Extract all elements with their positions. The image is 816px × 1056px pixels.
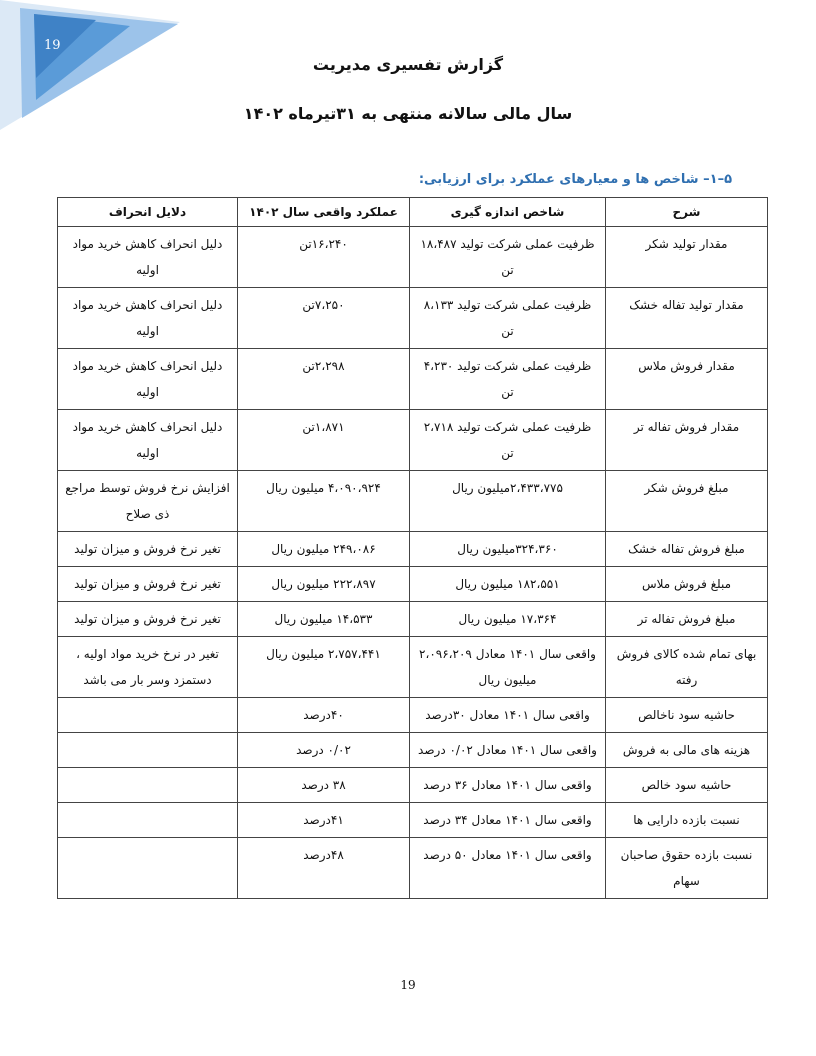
cell-measure: ۱۷،۳۶۴ میلیون ریال (410, 602, 606, 637)
cell-measure: واقعی سال ۱۴۰۱ معادل ۳۶ درصد (410, 768, 606, 803)
table-row (58, 410, 768, 471)
cell-actual: ۷،۲۵۰تن (238, 288, 410, 349)
table-header-row (58, 198, 768, 227)
cell-actual: ۱۶،۲۴۰تن (238, 227, 410, 288)
cell-actual: ۲۴۹،۰۸۶ میلیون ریال (238, 532, 410, 567)
cell-description: مبلغ فروش تفاله تر (606, 602, 768, 637)
table-row (58, 227, 768, 288)
cell-measure: واقعی سال ۱۴۰۱ معادل ۰/۰۲ درصد (410, 733, 606, 768)
cell-description: مقدار تولید شکر (606, 227, 768, 288)
header-reasons: دلایل انحراف (58, 198, 238, 227)
cell-actual: ۴۱درصد (238, 803, 410, 838)
table-row (58, 698, 768, 733)
performance-table (57, 197, 768, 899)
cell-measure: ظرفیت عملی شرکت تولید ۴،۲۳۰ تن (410, 349, 606, 410)
page-number: 19 (400, 978, 416, 992)
cell-description: مبلغ فروش تفاله خشک (606, 532, 768, 567)
table-row (58, 471, 768, 532)
cell-reasons (58, 838, 238, 899)
table-row (58, 733, 768, 768)
cell-description: حاشیه سود ناخالص (606, 698, 768, 733)
cell-measure: ۲،۴۳۳،۷۷۵میلیون ریال (410, 471, 606, 532)
cell-reasons: دلیل انحراف کاهش خرید مواد اولیه (58, 288, 238, 349)
header-description: شرح (606, 198, 768, 227)
table-row (58, 803, 768, 838)
cell-reasons (58, 733, 238, 768)
cell-description: مقدار فروش ملاس (606, 349, 768, 410)
cell-reasons: تغیر نرخ فروش و میزان تولید (58, 602, 238, 637)
cell-description: نسبت بازده حقوق صاحبان سهام (606, 838, 768, 899)
header-measure: شاخص اندازه گیری (410, 198, 606, 227)
table-row (58, 768, 768, 803)
cell-reasons (58, 803, 238, 838)
cell-actual: ۳۸ درصد (238, 768, 410, 803)
cell-description: نسبت بازده دارایی ها (606, 803, 768, 838)
cell-actual: ۱،۸۷۱تن (238, 410, 410, 471)
cell-description: مبلغ فروش شکر (606, 471, 768, 532)
table-row (58, 349, 768, 410)
section-heading: ۵–۱– شاخص ها و معیارهای عملکرد برای ارزیابی: (418, 172, 732, 187)
table-row (58, 567, 768, 602)
table-row (58, 602, 768, 637)
cell-reasons: دلیل انحراف کاهش خرید مواد اولیه (58, 410, 238, 471)
report-subtitle: سال مالی سالانه منتهی به ۳۱تیرماه ۱۴۰۲ (243, 104, 573, 123)
cell-reasons (58, 768, 238, 803)
report-title: گزارش تفسیری مدیریت (312, 55, 504, 74)
cell-reasons: تغیر نرخ فروش و میزان تولید (58, 567, 238, 602)
cell-actual: ۰/۰۲ درصد (238, 733, 410, 768)
cell-measure: ظرفیت عملی شرکت تولید ۸،۱۳۳ تن (410, 288, 606, 349)
cell-measure: واقعی سال ۱۴۰۱ معادل ۳۴ درصد (410, 803, 606, 838)
cell-measure: ظرفیت عملی شرکت تولید ۱۸،۴۸۷ تن (410, 227, 606, 288)
cell-description: بهای تمام شده کالای فروش رفته (606, 637, 768, 698)
cell-actual: ۴،۰۹۰،۹۲۴ میلیون ریال (238, 471, 410, 532)
cell-reasons: دلیل انحراف کاهش خرید مواد اولیه (58, 227, 238, 288)
cell-actual: ۲،۷۵۷،۴۴۱ میلیون ریال (238, 637, 410, 698)
cell-reasons: تغیر در نرخ خرید مواد اولیه ، دستمزد وسر بار می باشد (58, 637, 238, 698)
cell-description: حاشیه سود خالص (606, 768, 768, 803)
cell-actual: ۲،۲۹۸تن (238, 349, 410, 410)
cell-reasons: تغیر نرخ فروش و میزان تولید (58, 532, 238, 567)
header-actual: عملکرد واقعی سال ۱۴۰۲ (238, 198, 410, 227)
table-row (58, 288, 768, 349)
cell-actual: ۴۸درصد (238, 838, 410, 899)
cell-actual: ۱۴،۵۳۳ میلیون ریال (238, 602, 410, 637)
table-row (58, 532, 768, 567)
table-row (58, 637, 768, 698)
cell-reasons: افزایش نرخ فروش توسط مراجع ذی صلاح (58, 471, 238, 532)
cell-measure: واقعی سال ۱۴۰۱ معادل ۳۰درصد (410, 698, 606, 733)
cell-description: هزینه های مالی به فروش (606, 733, 768, 768)
cell-measure: ۳۲۴،۳۶۰میلیون ریال (410, 532, 606, 567)
cell-actual: ۴۰درصد (238, 698, 410, 733)
cell-actual: ۲۲۲،۸۹۷ میلیون ریال (238, 567, 410, 602)
table-row (58, 838, 768, 899)
cell-measure: واقعی سال ۱۴۰۱ معادل ۵۰ درصد (410, 838, 606, 899)
cell-reasons: دلیل انحراف کاهش خرید مواد اولیه (58, 349, 238, 410)
cell-measure: ظرفیت عملی شرکت تولید ۲،۷۱۸ تن (410, 410, 606, 471)
cell-reasons (58, 698, 238, 733)
cell-description: مقدار تولید تفاله خشک (606, 288, 768, 349)
cell-description: مبلغ فروش ملاس (606, 567, 768, 602)
cell-description: مقدار فروش تفاله تر (606, 410, 768, 471)
cell-measure: ۱۸۲،۵۵۱ میلیون ریال (410, 567, 606, 602)
cell-measure: واقعی سال ۱۴۰۱ معادل ۲،۰۹۶،۲۰۹ میلیون ریال (410, 637, 606, 698)
corner-page-number: 19 (44, 38, 61, 53)
